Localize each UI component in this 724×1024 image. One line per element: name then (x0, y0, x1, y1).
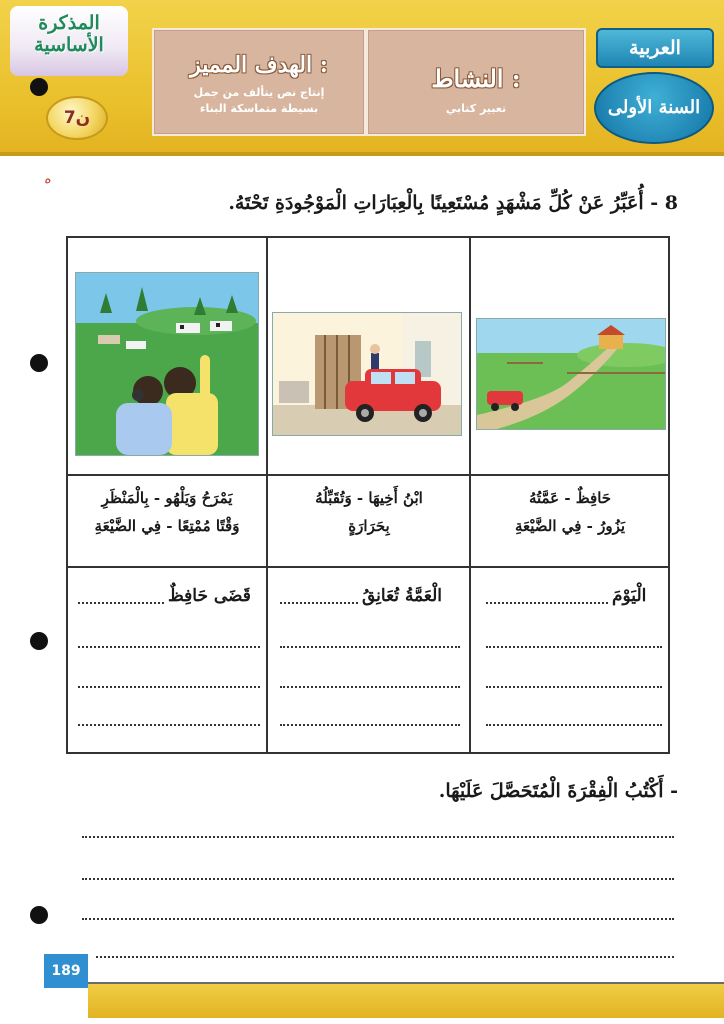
table-row-divider (66, 566, 670, 568)
pasture-illustration (75, 272, 259, 456)
binder-hole (30, 354, 48, 372)
binder-hole (30, 78, 48, 96)
word-bank-car-gate (270, 484, 468, 540)
answer-line[interactable] (280, 724, 460, 726)
binder-hole (30, 906, 48, 924)
goal-panel (152, 28, 366, 136)
paragraph-instruction: - أَكْتُبُ الْفِقْرَةَ الْمُتَحَصَّلَ عَلَيْهَا. (438, 780, 678, 802)
word-bank-road (472, 484, 668, 540)
word-bank-line: يَزُورُ - فِي الضَّيْعَةِ (514, 517, 626, 535)
answer-line[interactable] (78, 686, 260, 688)
sentence-starter: قَضَى حَافِظٌ (168, 586, 251, 606)
year-label: السنة الأولى (594, 72, 714, 144)
word-bank-line: بِحَرَارَةٍ (348, 517, 390, 535)
paragraph-line[interactable] (82, 836, 674, 838)
word-bank-line: وَقْتًا مُمْتِعًا - فِي الضَّيْعَةِ (94, 517, 240, 535)
answer-line[interactable] (486, 602, 608, 604)
answer-line[interactable] (486, 686, 662, 688)
exercise-instruction: 8 - أُعَبِّرُ عَنْ كُلِّ مَشْهَدٍ مُسْتَعِينًا بِالْعِبَارَاتِ الْمَوْجُودَةِ تَحْتَهُ. (228, 192, 678, 214)
footer-band (88, 982, 724, 1018)
table-row-divider (66, 474, 670, 476)
lesson-badge: 7ن (46, 96, 108, 140)
goal-line-2: بسيطة متماسكة البناء (199, 102, 319, 115)
activity-panel (366, 28, 586, 136)
word-bank-pasture (70, 484, 264, 540)
answer-line[interactable] (280, 646, 460, 648)
goal-line-1: إنتاج نص يتألف من جمل (193, 86, 325, 99)
answer-line[interactable] (486, 646, 662, 648)
table-column-divider (266, 236, 268, 754)
answer-line[interactable] (280, 602, 358, 604)
header-divider (0, 152, 724, 156)
answer-line[interactable] (486, 724, 662, 726)
page-number: 189 (44, 954, 88, 988)
word-bank-line: حَافِظٌ - عَمَّتُهُ (528, 489, 612, 507)
activity-subtitle: تعبير كتابي (445, 102, 507, 115)
paragraph-line[interactable] (82, 878, 674, 880)
subject-label: العربية (596, 28, 714, 68)
road-illustration (476, 318, 666, 430)
sentence-starter: الْعَمَّةُ تُعَانِقُ (362, 586, 442, 606)
table-column-divider (469, 236, 471, 754)
answer-line[interactable] (78, 724, 260, 726)
paragraph-line[interactable] (96, 956, 674, 958)
brand-title: المذكرة الأساسية (34, 12, 104, 56)
teacher-mark: ه (44, 172, 51, 187)
answer-line[interactable] (78, 602, 164, 604)
car-gate-illustration (272, 312, 462, 436)
binder-hole (30, 632, 48, 650)
goal-title: الهدف المميز : (190, 52, 328, 78)
answer-line[interactable] (78, 646, 260, 648)
answer-line[interactable] (280, 686, 460, 688)
word-bank-line: يَمْرَحُ وَيَلْهُو - بِالْمَنْظَرِ (101, 489, 233, 507)
activity-title: النشاط : (431, 64, 521, 93)
paragraph-line[interactable] (82, 918, 674, 920)
sentence-starter: الْيَوْمَ (612, 586, 647, 606)
word-bank-line: ابْنُ أَخِيهَا - وَتُقَبِّلُهُ (315, 489, 423, 507)
